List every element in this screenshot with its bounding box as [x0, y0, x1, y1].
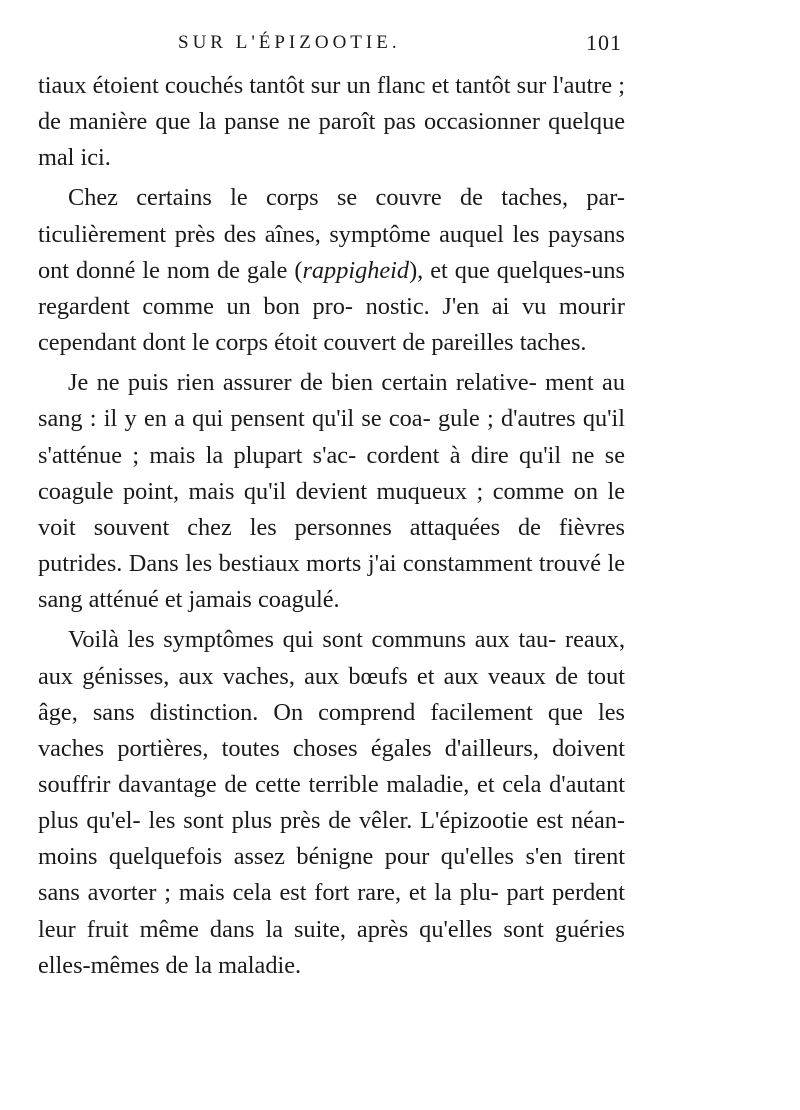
body-text — [38, 68, 625, 984]
text-line: les sont plus près de vêler. L'épizootie est néan- — [148, 807, 625, 835]
text-line: Chez certains le corps se couvre de taches, par- — [68, 184, 625, 212]
text-line: les personnes attaquées de fièvres putrides. Dans — [38, 513, 625, 578]
text-line: nostic. J'en ai vu mourir cependant dont le corps — [38, 292, 626, 357]
page-header — [38, 28, 622, 64]
page-number: 101 — [586, 30, 622, 55]
text-line: et que quelques-uns regardent comme un bon pro- — [38, 256, 625, 320]
running-title: SUR L'ÉPIZOOTIE. — [178, 32, 401, 53]
text-line: étoit couvert de pareilles taches. — [274, 329, 587, 357]
text-line: facilement que les vaches portières, toutes choses — [38, 698, 625, 762]
paragraph-3 — [38, 365, 625, 618]
text-line: cordent à dire qu'il ne se coagule point, mais qu'il — [38, 441, 625, 505]
text-line: Je ne puis rien assurer de bien certain relative- — [68, 369, 537, 397]
text-fragment: ), — [409, 256, 424, 284]
text-line: Voilà les symptômes qui sont communs aux tau- — [68, 626, 557, 654]
text-line: tiaux étoient couchés tantôt sur un flanc et tantôt — [38, 72, 511, 99]
text-line: part perdent leur fruit même dans la suite, après — [38, 879, 625, 943]
text-line: qu'elles sont guéries elles-mêmes de la maladie. — [38, 915, 626, 979]
text-line: reaux, aux génisses, aux vaches, aux bœufs et aux — [38, 626, 626, 690]
text-line: cette terrible maladie, et cela d'autant plus qu'el- — [38, 770, 625, 835]
text-line: occasionner quelque mal ici. — [38, 108, 625, 172]
text-line: les bestiaux morts j'ai constamment trouvé le sang — [38, 550, 625, 614]
paragraph-2 — [38, 180, 625, 361]
paragraph-4 — [38, 622, 625, 984]
text-line: ment au sang : il y en a qui pensent qu'il se coa- — [38, 369, 625, 433]
text-line: gule ; d'autres qu'il s'atténue ; mais la plupart s'ac- — [38, 405, 625, 469]
text-line: veaux de tout âge, sans distinction. On comprend — [38, 662, 625, 726]
text-line: tirent sans avorter ; mais cela est fort rare, et la plu- — [38, 843, 625, 907]
text-line: atténué et jamais coagulé. — [88, 586, 340, 614]
text-line: paysans ont donné le nom de gale ( — [38, 220, 625, 284]
text-line: devient muqueux ; comme on le voit souvent chez — [38, 477, 625, 541]
text-line: égales d'ailleurs, doivent souffrir davantage de — [38, 734, 625, 798]
text-line: sur l'autre ; de manière que la panse ne paroît pas — [38, 72, 625, 136]
text-line: ticulièrement près des aînes, symptôme auquel les — [38, 220, 540, 248]
text-line: moins quelquefois assez bénigne pour qu'elles s'en — [38, 843, 563, 871]
italic-term: rappigheid — [302, 256, 410, 284]
paragraph-1 — [38, 68, 625, 176]
